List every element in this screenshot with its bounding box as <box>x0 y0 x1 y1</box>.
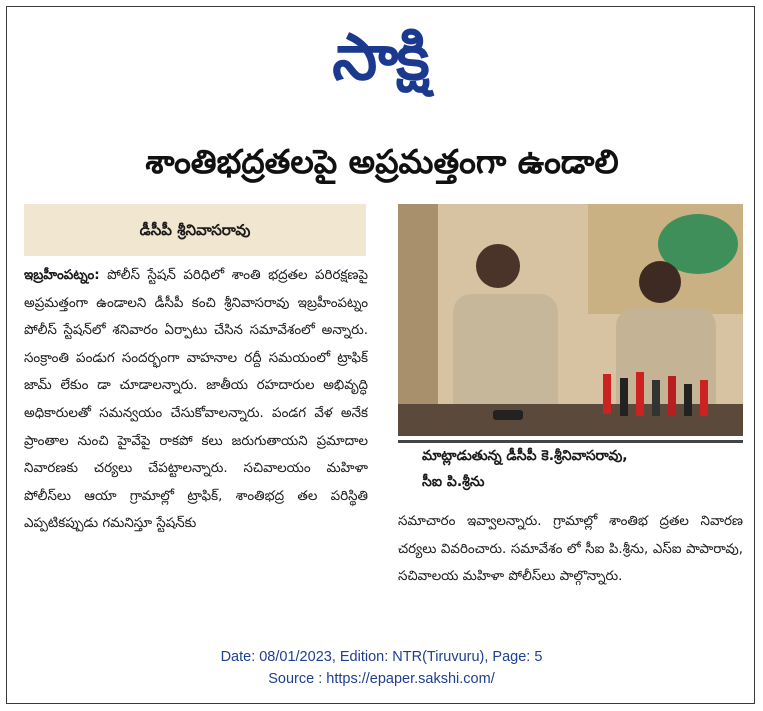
article-headline: శాంతిభద్రతలపై అప్రమత్తంగా ఉండాలి <box>145 142 619 181</box>
source-link[interactable]: Source : https://epaper.sakshi.com/ <box>268 671 495 687</box>
clipping-footer <box>0 646 763 690</box>
photo-caption <box>398 440 743 501</box>
photo-caption-line-1: మాట్లాడుతున్న డీసీపీ కె.శ్రీనివాసరావు, <box>422 448 628 464</box>
sakshi-logo: సాక్షి <box>332 21 428 95</box>
photo-caption-line-2: సీఐ పి.శ్రీను <box>422 474 485 490</box>
masthead <box>280 18 480 100</box>
article-photo <box>398 204 743 436</box>
officers-photo-illustration <box>398 204 743 436</box>
article-dateline: ఇబ్రహీంపట్నం: <box>24 268 100 283</box>
article-body-left <box>24 262 368 634</box>
article-byline: డీసీపీ శ్రీనివాసరావు <box>24 204 366 256</box>
edition-info: Date: 08/01/2023, Edition: NTR(Tiruvuru), Page: 5 <box>220 649 543 665</box>
article-body-left-text: పోలీస్ స్టేషన్ పరిధిలో శాంతి భద్రతల పరిరక్షణపై అప్రమత్తంగా ఉండాలని డీసీపీ కంచి శ్రీనివాసరావు ఇబ్రహీంపట్నం పోలీస్ స్టేషన్‌లో శనివారం ఏర్పాటు చేసిన సమావేశంలో అన్నారు. సంక్రాంతి పండుగ సందర్భంగా వాహనాల రద్దీ సమయంలో ట్రాఫిక్ జామ్ లేకుం డా చూడాలన్నారు. జాతీయ రహదారుల అభివృద్ధి అధికారులతో సమన్వయం చేసుకోవాలన్నారు. పండగ వేళ అనేక ప్రాంతాల నుంచి హైవేపై రాకపో కలు జరుగుతాయని ప్రమాదాల నివారణకు చర్యలు చేపట్టాలన్నారు. సచివాలయం మహిళా పోలీస్‌లు ఆయా గ్రామాల్లో ట్రాఫిక్, శాంతిభద్ర తల పరిస్థితి ఎప్పటికప్పుడు గమనిస్తూ స్టేషన్‌కు <box>24 268 368 532</box>
article-body-right: సమాచారం ఇవ్వాలన్నారు. గ్రామాల్లో శాంతిభ ద్రతల నివారణ చర్యలు వివరించారు. సమావేశం లో సీఐ పి.శ్రీను, ఎస్ఐ పాపారావు, సచివాలయ మహిళా పోలీస్‌లు పాల్గొన్నారు. <box>398 514 743 585</box>
